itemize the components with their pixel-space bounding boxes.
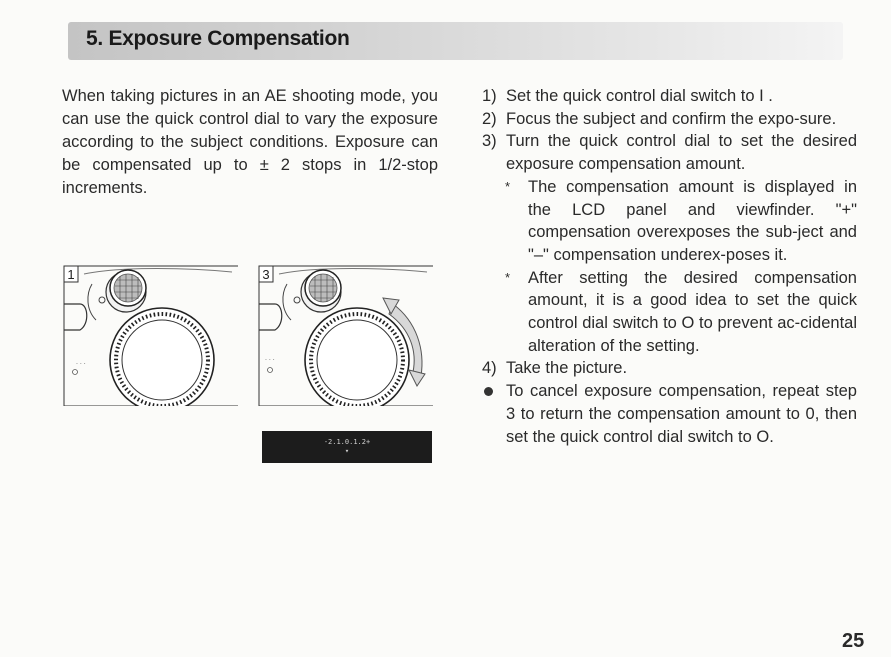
- figure-number: 1: [67, 267, 75, 282]
- step-3: [482, 130, 857, 175]
- lcd-exposure-scale: -2.1.0.1.2+: [323, 438, 371, 446]
- figure-dial-step-1: [62, 264, 238, 406]
- svg-text:. . .: . . .: [76, 359, 86, 366]
- figure-number: 3: [262, 267, 270, 282]
- page-number: 25: [842, 630, 865, 652]
- dial-illustration-3: [257, 264, 433, 406]
- instruction-list: [482, 85, 857, 448]
- lcd-panel-illustration: [262, 431, 432, 463]
- step-1: [482, 85, 857, 108]
- asterisk-mark: *: [505, 178, 511, 194]
- step-number: 2): [482, 109, 497, 128]
- step-4: [482, 357, 857, 380]
- section-heading: 5. Exposure Compensation: [86, 27, 350, 50]
- intro-paragraph: When taking pictures in an AE shooting mode, you can use the quick control dial to vary the exposure according to the subject conditions. Exposure can be compensated up to ± 2 stops in 1/2-stop increments.: [62, 87, 438, 197]
- svg-text:. . .: . . .: [66, 300, 75, 306]
- asterisk-mark: *: [505, 269, 511, 285]
- note-text: After setting the desired compensation amount, it is a good idea to set the quick control dial switch to O to prevent ac-cidental alteration of the setting.: [528, 268, 857, 355]
- figure-dial-step-3: [257, 264, 433, 406]
- step-number: 1): [482, 87, 497, 105]
- note-lcd-display: [482, 176, 857, 267]
- step-text: Take the picture.: [506, 359, 628, 378]
- step-text: Set the quick control dial switch to I .: [506, 87, 773, 105]
- step-text: Turn the quick control dial to set the desired exposure compensation amount.: [506, 132, 857, 174]
- bullet-text: To cancel exposure compensation, repeat step 3 to return the compensation amount to 0, then set the quick control dial switch to O.: [506, 382, 857, 446]
- step-2: [482, 108, 857, 131]
- bullet-dot: [484, 387, 493, 396]
- dial-illustration-1: [62, 264, 238, 406]
- step-number: 3): [482, 132, 497, 151]
- lcd-indicator: ▾: [344, 447, 350, 455]
- step-text: Focus the subject and confirm the expo-sure.: [506, 109, 837, 128]
- cancel-bullet: [482, 380, 857, 448]
- note-lock-switch: [482, 267, 857, 358]
- svg-text:. . .: . . .: [265, 355, 275, 362]
- step-number: 4): [482, 359, 497, 378]
- note-text: The compensation amount is displayed in the LCD panel and viewfinder. "+" compensation overexposes the sub-ject and "–" compensation underex-poses it.: [528, 177, 857, 264]
